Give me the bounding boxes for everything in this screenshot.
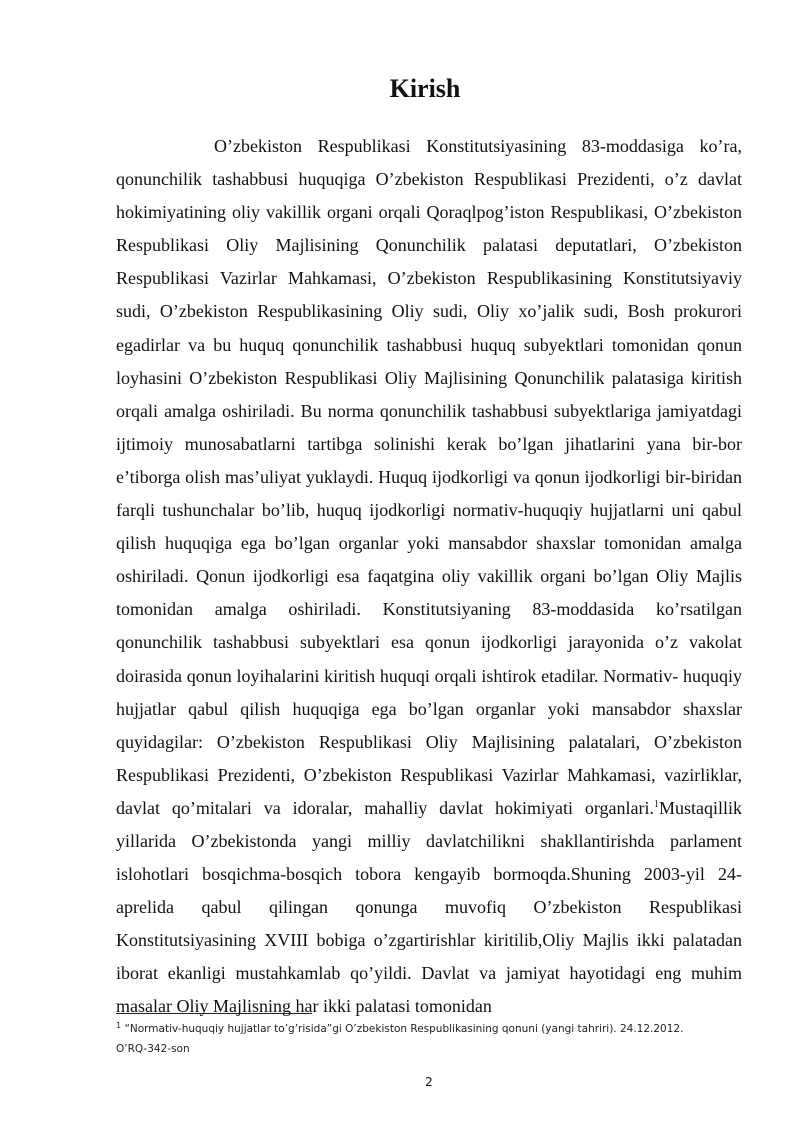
paragraph-text-part-2: Mustaqillik yillarida O’zbekistonda yangi milliy davlatchilikni shakllantirishda parlament islohotlari bosqichma-bosqich tobora kengayib bormoqda.Shuning 2003-yil 24- aprelida qabul qilingan qonunga muvofiq O’zbekiston Respublikasi Konstitutsiyasining XVIII bobiga o’zgartirishlar kiritilib,Oliy Majlis ikki palatadan iborat ekanligi mustahkamlab qo’yildi. Davlat va jamiyat hayotidagi eng muhim masalar Oliy Majlisning har ikki palatasi tomonidan: [116, 797, 742, 1017]
body-text: [116, 130, 742, 1024]
page-title: Kirish: [389, 74, 461, 103]
footnote-separator: [116, 1013, 312, 1014]
footnote-reference[interactable]: 1: [653, 798, 659, 810]
footnote-marker: 1: [116, 1021, 122, 1030]
footnote-text: “Normativ-huquqiy hujjatlar to’g’risida”gi O’zbekiston Respublikasining qonuni (yangi tahriri). 24.12.2012. O’RQ-342-son: [116, 1023, 684, 1055]
paragraph-text-part-1: O’zbekiston Respublikasi Konstitutsiyasining 83-moddasiga ko’ra, qonunchilik tashabbusi huquqiga O’zbekiston Respublikasi Prezidenti, o’z davlat hokimiyatining oliy vakillik organi orqali Qoraqlpog’iston Respublikasi, O’zbekiston Respublikasi Oliy Majlisining Qonunchilik palatasi deputatlari, O’zbekiston Respublikasi Vazirlar Mahkamasi, O’zbekiston Respublikasining Konstitutsiyaviy sudi, O’zbekiston Respublikasining Oliy sudi, Oliy xo’jalik sudi, Bosh prokurori egadirlar va bu huquq qonunchilik tashabbusi huquq subyektlari tomonidan qonun loyhasini O’zbekiston Respublikasi Oliy Majlisining Qonunchilik palatasiga kiritish orqali amalga oshiriladi. Bu norma qonunchilik tashabbusi subyektlariga jamiyatdagi ijtimoiy munosabatlarni tartibga solinishi kerak bo’lgan jihatlarini yana bir-bor e’tiborga olish mas’uliyat yuklaydi. Huquq ijodkorligi va qonun ijodkorligi bir-biridan farqli tushunchalar bo’lib, huquq ijodkorligi normativ-huquqiy hujjatlarni uni qabul qilish huquqiga ega bo’lgan organlar yoki mansabdor shaxslar tomonidan amalga oshiriladi. Qonun ijodkorligi esa faqatgina oliy vakillik organi bo’lgan Oliy Majlis tomonidan amalga oshiriladi. Konstitutsiyaning 83-moddasida ko’rsatilgan qonunchilik tashabbusi subyektlari esa qonun ijodkorligi jarayonida o’z vakolat doirasida qonun loyihalarini kiritish huquqi orqali ishtirok etadilar. Normativ- huquqiy hujjatlar qabul qilish huquqiga ega bo’lgan organlar yoki mansabdor shaxslar quyidagilar: O’zbekiston Respublikasi Oliy Majlisining palatalari, O’zbekiston Respublikasi Prezidenti, O’zbekiston Respublikasi Vazirlar Mahkamasi, vazirliklar, davlat qo’mitalari va idoralar, mahalliy davlat hokimiyati organlari.: [116, 136, 742, 818]
page-number: 2: [425, 1075, 433, 1089]
body-paragraph: [116, 130, 742, 1024]
footnote: [116, 1019, 716, 1059]
